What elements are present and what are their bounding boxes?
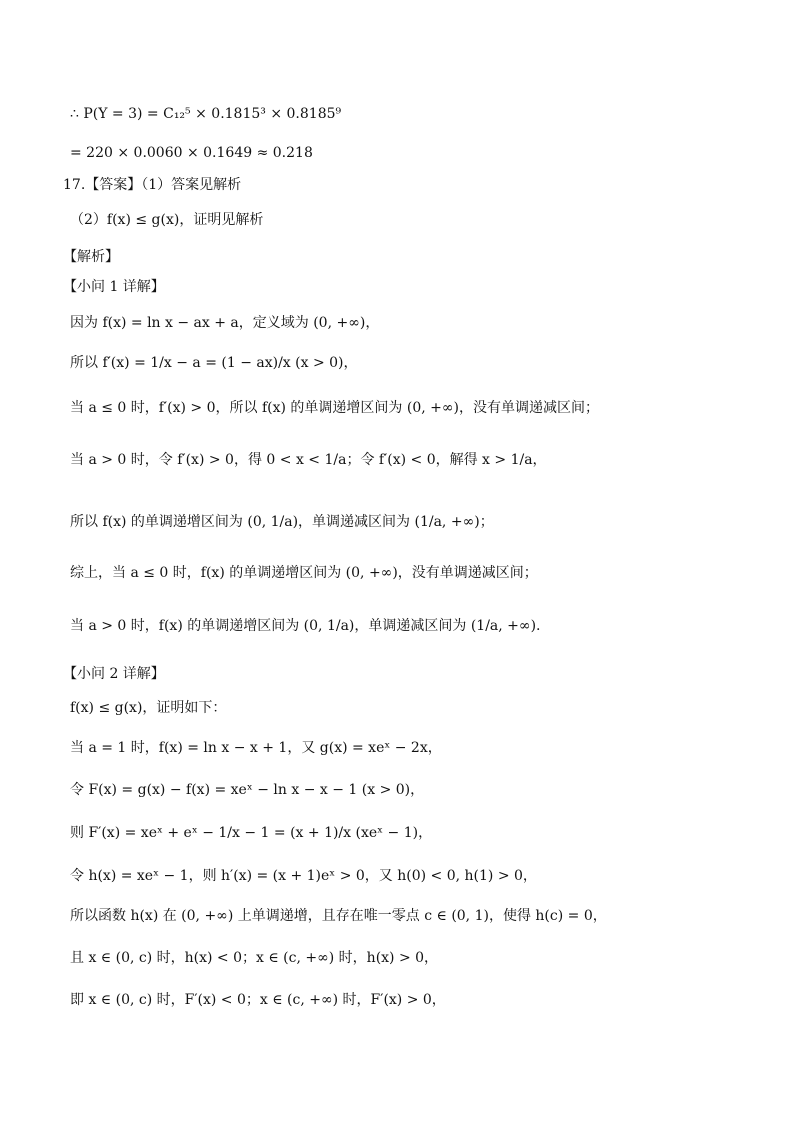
solution-line-summary-1: 综上，当 a ≤ 0 时，f(x) 的单调递增区间为 (0, +∞)，没有单调递减区间；	[70, 565, 538, 581]
solution-line-summary-2: 当 a > 0 时，f(x) 的单调递增区间为 (0, 1/a)，单调递减区间为 (1/a, +∞).	[70, 618, 541, 634]
proof-line-claim: f(x) ≤ g(x)，证明如下：	[70, 700, 227, 716]
solution-line-intervals: 所以 f(x) 的单调递增区间为 (0, 1/a)，单调递减区间为 (1/a, +∞)；	[70, 514, 494, 530]
solution-line-case-a-nonpositive: 当 a ≤ 0 时，f′(x) > 0，所以 f(x) 的单调递增区间为 (0, +∞)，没有单调递减区间；	[70, 400, 599, 416]
subquestion-2-heading: 【小问 2 详解】	[63, 666, 165, 682]
solution-line-domain: 因为 f(x) = ln x − ax + a，定义域为 (0, +∞)，	[70, 315, 380, 331]
question-17-answer-part-2: （2）f(x) ≤ g(x)，证明见解析	[70, 212, 264, 228]
proof-line-zero-point: 所以函数 h(x) 在 (0, +∞) 上单调递增，且存在唯一零点 c ∈ (0, 1)，使得 h(c) = 0，	[70, 908, 607, 924]
solution-line-case-a-positive: 当 a > 0 时，令 f′(x) > 0，得 0 < x < 1/a；令 f′(x) < 0，解得 x > 1/a，	[70, 452, 547, 468]
proof-line-F-derivative: 则 F′(x) = xeˣ + eˣ − 1/x − 1 = (x + 1)/x (xeˣ − 1)，	[70, 825, 433, 841]
proof-line-sign-h: 且 x ∈ (0, c) 时，h(x) < 0；x ∈ (c, +∞) 时，h(x) > 0，	[70, 950, 439, 966]
solution-line-derivative: 所以 f′(x) = 1/x − a = (1 − ax)/x (x > 0)，	[70, 355, 358, 371]
proof-line-a-equals-1: 当 a = 1 时，f(x) = ln x − x + 1，又 g(x) = xeˣ − 2x，	[70, 740, 442, 756]
analysis-heading: 【解析】	[63, 249, 119, 265]
answer-line-probability-value: = 220 × 0.0060 × 0.1649 ≈ 0.218	[70, 145, 313, 161]
answer-line-probability: ∴ P(Y = 3) = C₁₂⁵ × 0.1815³ × 0.8185⁹	[70, 106, 342, 122]
proof-line-define-h: 令 h(x) = xeˣ − 1，则 h′(x) = (x + 1)eˣ > 0，又 h(0) < 0, h(1) > 0，	[70, 868, 537, 884]
question-17-answer-heading: 17.【答案】（1）答案见解析	[63, 177, 242, 193]
proof-line-define-F: 令 F(x) = g(x) − f(x) = xeˣ − ln x − x − 1 (x > 0)，	[70, 782, 425, 798]
proof-line-sign-F-derivative: 即 x ∈ (0, c) 时，F′(x) < 0；x ∈ (c, +∞) 时，F′(x) > 0，	[70, 992, 446, 1008]
subquestion-1-heading: 【小问 1 详解】	[63, 279, 165, 295]
